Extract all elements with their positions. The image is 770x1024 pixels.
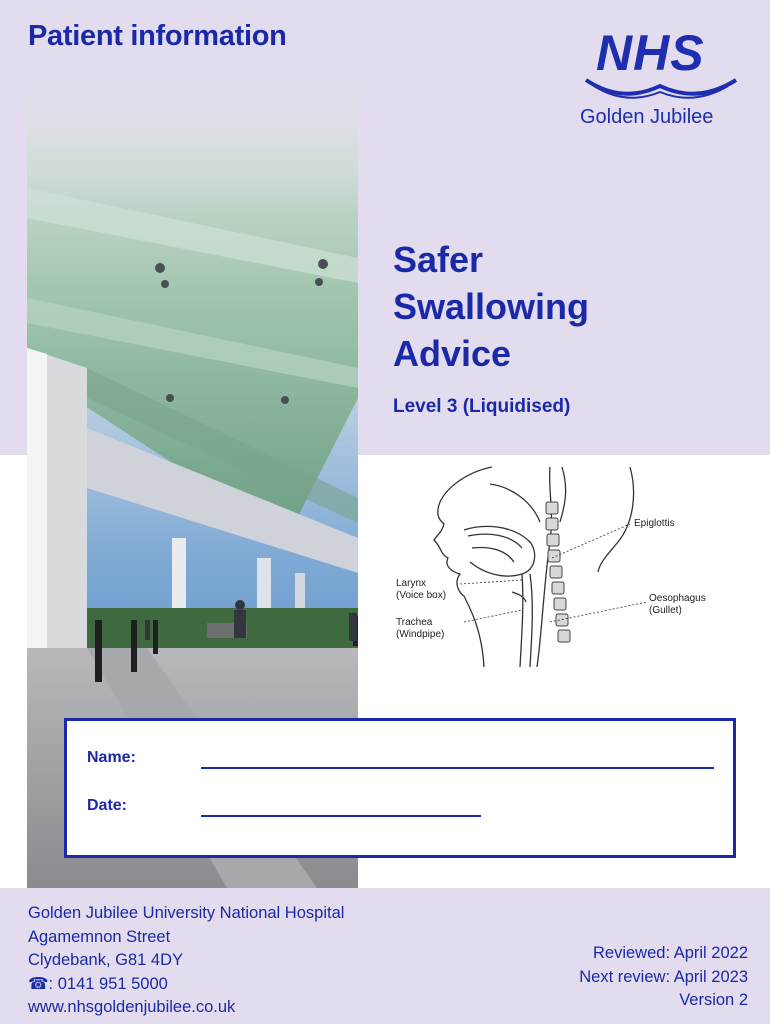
- date-field[interactable]: [201, 815, 481, 817]
- nhs-logo-text: NHS: [596, 25, 705, 81]
- review-info: [579, 942, 748, 1013]
- name-field[interactable]: [201, 767, 714, 769]
- swallowing-anatomy-diagram: [372, 462, 752, 677]
- label-larynx: Larynx: [396, 578, 427, 589]
- phone-line: ☎: 0141 951 5000: [28, 974, 168, 993]
- version-label: Version 2: [679, 991, 748, 1009]
- website-link[interactable]: www.nhsgoldenjubilee.co.uk: [28, 998, 236, 1016]
- address-line: Clydebank, G81 4DY: [28, 951, 184, 969]
- head-neck-cross-section-drawing: [372, 462, 752, 677]
- next-review-date: Next review: April 2023: [579, 967, 748, 986]
- hospital-address: [28, 902, 344, 1020]
- title-line-1: Safer: [393, 239, 484, 280]
- reviewed-date: Reviewed: April 2022: [592, 944, 748, 962]
- logo-swoosh-icon: [580, 70, 740, 110]
- label-oesophagus-note: (Gullet): [649, 605, 682, 616]
- label-trachea: Trachea: [396, 617, 433, 628]
- title-line-2: Swallowing: [393, 286, 590, 327]
- title-line-3: Advice: [393, 333, 512, 374]
- address-line: Agamemnon Street: [28, 927, 171, 946]
- name-label: Name:: [87, 749, 136, 766]
- page-header-title: Patient information: [28, 20, 287, 52]
- patient-details-form: [64, 718, 736, 858]
- address-line: Golden Jubilee University National Hospital: [28, 904, 345, 922]
- label-trachea-note: (Windpipe): [396, 629, 445, 640]
- nhs-logo-subtitle: Golden Jubilee: [580, 106, 714, 128]
- label-oesophagus: Oesophagus: [649, 593, 706, 604]
- label-epiglottis: Epiglottis: [634, 518, 675, 529]
- nhs-logo: [578, 24, 748, 134]
- label-larynx-note: (Voice box): [396, 590, 447, 601]
- date-label: Date:: [87, 797, 128, 814]
- document-title: [393, 236, 589, 377]
- document-subtitle: Level 3 (Liquidised): [393, 396, 571, 417]
